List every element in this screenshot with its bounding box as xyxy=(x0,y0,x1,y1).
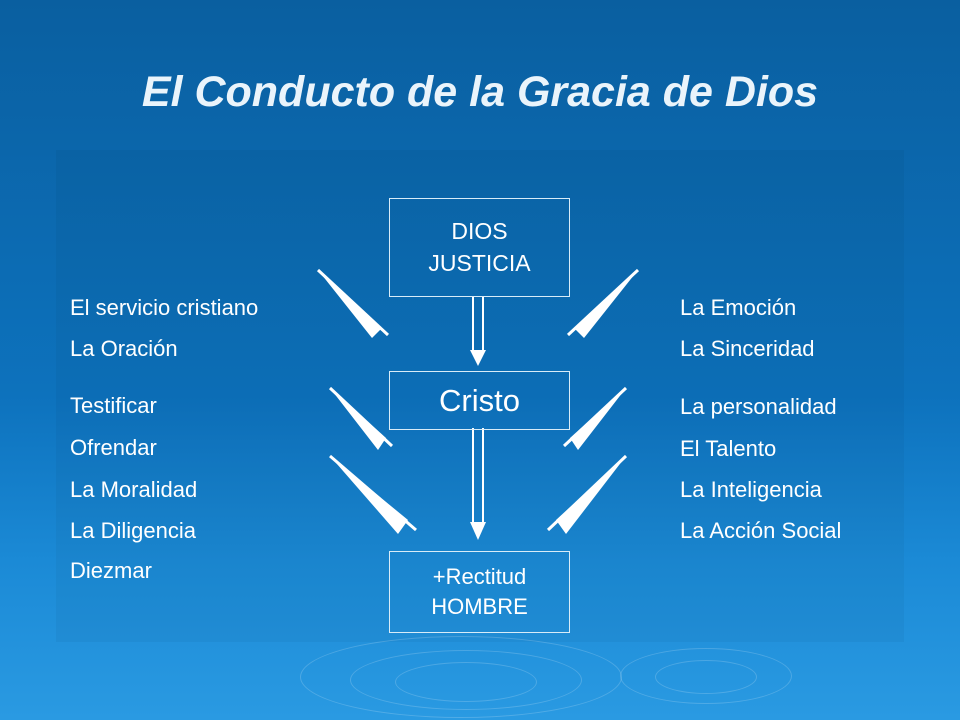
node-cristo xyxy=(389,371,570,430)
right-label-el-talento: El Talento xyxy=(680,436,777,461)
right-label-la-personalidad: La personalidad xyxy=(680,394,837,419)
left-label-la-oracion: La Oración xyxy=(70,336,178,361)
left-label-diezmar: Diezmar xyxy=(70,558,152,583)
node-dios-line-1: DIOS xyxy=(451,218,508,245)
left-label-la-diligencia: La Diligencia xyxy=(70,518,196,543)
ripple-decoration xyxy=(300,636,622,718)
ripple-decoration xyxy=(655,660,757,694)
right-label-la-sinceridad: La Sinceridad xyxy=(680,336,815,361)
left-label-ofrendar: Ofrendar xyxy=(70,435,157,460)
node-dios-line-2: JUSTICIA xyxy=(428,249,531,276)
right-label-la-emocion: La Emoción xyxy=(680,295,797,320)
ripple-decoration xyxy=(395,662,537,702)
node-hombre-line-1: +Rectitud xyxy=(432,564,527,590)
left-label-testificar: Testificar xyxy=(70,393,157,418)
page-title: El Conducto de la Gracia de Dios xyxy=(141,68,819,116)
ripple-decoration xyxy=(350,650,582,710)
node-dios xyxy=(389,198,570,297)
node-hombre xyxy=(389,551,570,633)
right-label-la-accion-social: La Acción Social xyxy=(680,518,842,543)
left-label-la-moralidad: La Moralidad xyxy=(70,477,198,502)
right-label-la-inteligencia: La Inteligencia xyxy=(680,477,822,502)
left-label-servicio-cristiano: El servicio cristiano xyxy=(70,295,259,320)
node-cristo-line-1: Cristo xyxy=(439,382,520,418)
node-hombre-line-2: HOMBRE xyxy=(431,594,528,619)
ripple-decoration xyxy=(620,648,792,704)
